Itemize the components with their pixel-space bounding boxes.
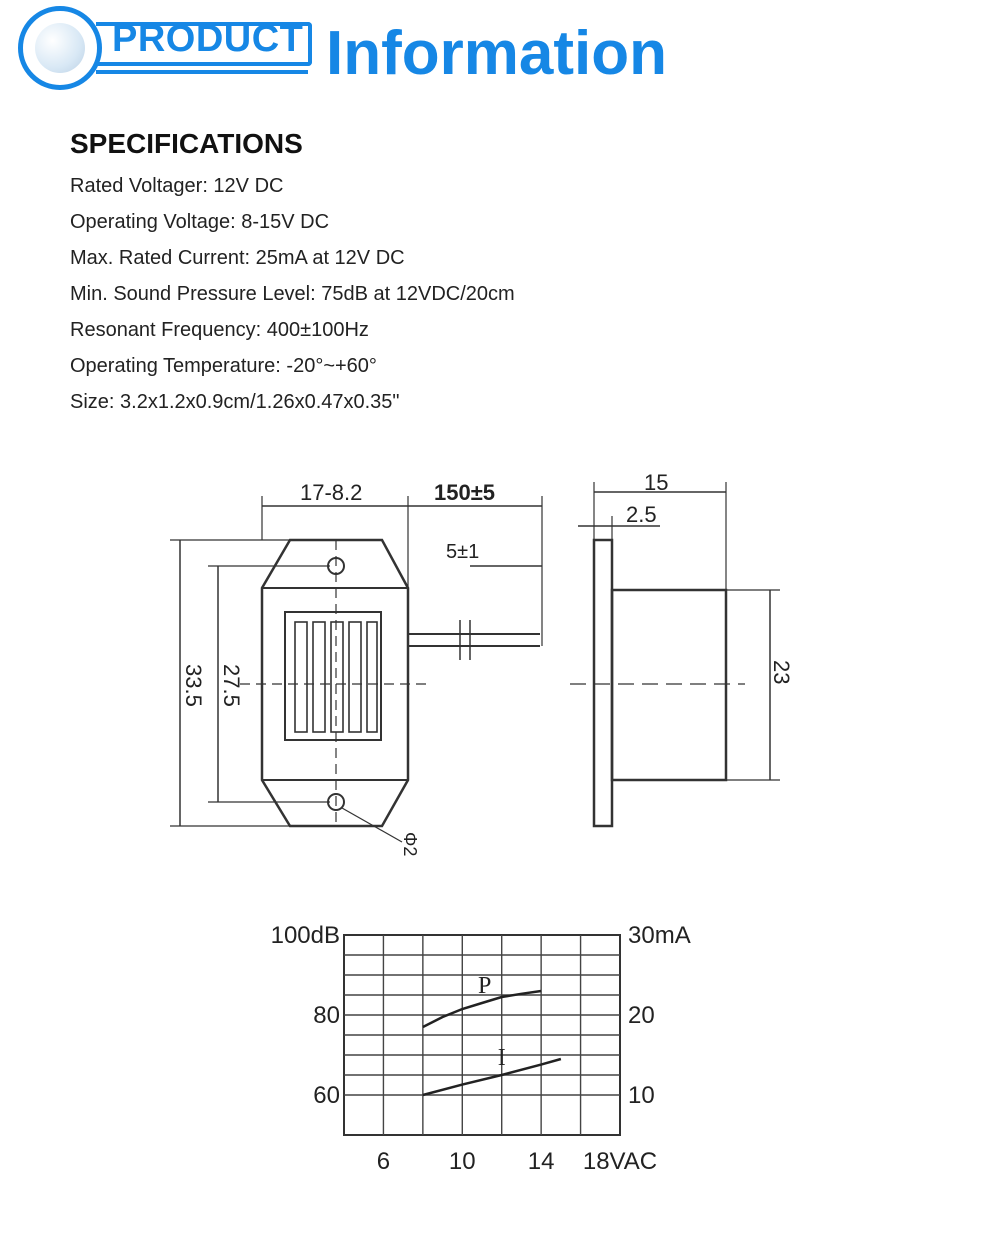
chart-series-line	[423, 1059, 561, 1095]
specifications-section	[70, 128, 770, 420]
dim-inner-height-label: 27.5	[219, 664, 244, 707]
grille-slot	[313, 622, 325, 732]
chart-y-right-tick-label: 30mA	[628, 922, 691, 949]
grille-slot	[349, 622, 361, 732]
dim-outer-height-label: 33.5	[181, 664, 206, 707]
side-view-body	[612, 590, 726, 780]
badge-circle-icon	[18, 6, 102, 90]
grille-slot	[331, 622, 343, 732]
chart-frame	[344, 935, 620, 1135]
chart-x-tick-label: 6	[376, 1148, 391, 1175]
spec-line-rated-voltage: Rated Voltager: 12V DC	[70, 175, 284, 197]
badge-label: PRODUCT	[112, 18, 304, 60]
dim-strip-label: 5±1	[446, 541, 480, 563]
badge-underline	[96, 70, 308, 74]
chart-series-line	[423, 991, 541, 1027]
spec-line-operating-temperature: Operating Temperature: -20°~+60°	[70, 355, 377, 377]
side-view-flange	[594, 540, 612, 826]
spec-line-resonant-frequency: Resonant Frequency: 400±100Hz	[70, 319, 369, 341]
dim-lead-label: 150±5	[434, 480, 496, 505]
chart-x-tick-label: 18VAC	[582, 1148, 658, 1175]
chart-y-left-tick-label: 60	[313, 1082, 340, 1109]
dim-flange-label: 2.5	[626, 502, 657, 527]
chart-y-left-tick-label: 100dB	[270, 922, 340, 949]
dim-width-label: 17-8.2	[300, 480, 363, 505]
chart-y-right-tick-label: 20	[628, 1002, 655, 1029]
specs-heading: SPECIFICATIONS	[70, 128, 303, 159]
mount-hole-bottom	[328, 794, 344, 810]
front-view-grille	[285, 612, 381, 740]
chart-x-tick-label: 10	[448, 1148, 476, 1175]
grille-slot	[295, 622, 307, 732]
chart-x-tick-label: 14	[527, 1148, 555, 1175]
spec-line-max-current: Max. Rated Current: 25mA at 12V DC	[70, 247, 405, 269]
header-banner	[0, 0, 1000, 110]
chart-y-left-tick-label: 80	[313, 1002, 340, 1029]
spec-line-size: Size: 3.2x1.2x0.9cm/1.26x0.47x0.35"	[70, 391, 400, 413]
mount-hole-top	[328, 558, 344, 574]
chart-series-label: I	[497, 1045, 506, 1071]
front-view-body	[262, 540, 408, 826]
page-title: Information	[326, 19, 667, 88]
grille-slot	[367, 622, 377, 732]
spec-line-sound-pressure: Min. Sound Pressure Level: 75dB at 12VDC/20cm	[70, 283, 515, 305]
dim-side-height-label: 23	[769, 660, 794, 685]
dim-hole-label: Φ2	[400, 832, 420, 857]
chart-series-label: P	[478, 973, 492, 999]
spec-line-operating-voltage: Operating Voltage: 8-15V DC	[70, 211, 330, 233]
dim-depth-label: 15	[644, 470, 669, 495]
chart-y-right-tick-label: 10	[628, 1082, 655, 1109]
